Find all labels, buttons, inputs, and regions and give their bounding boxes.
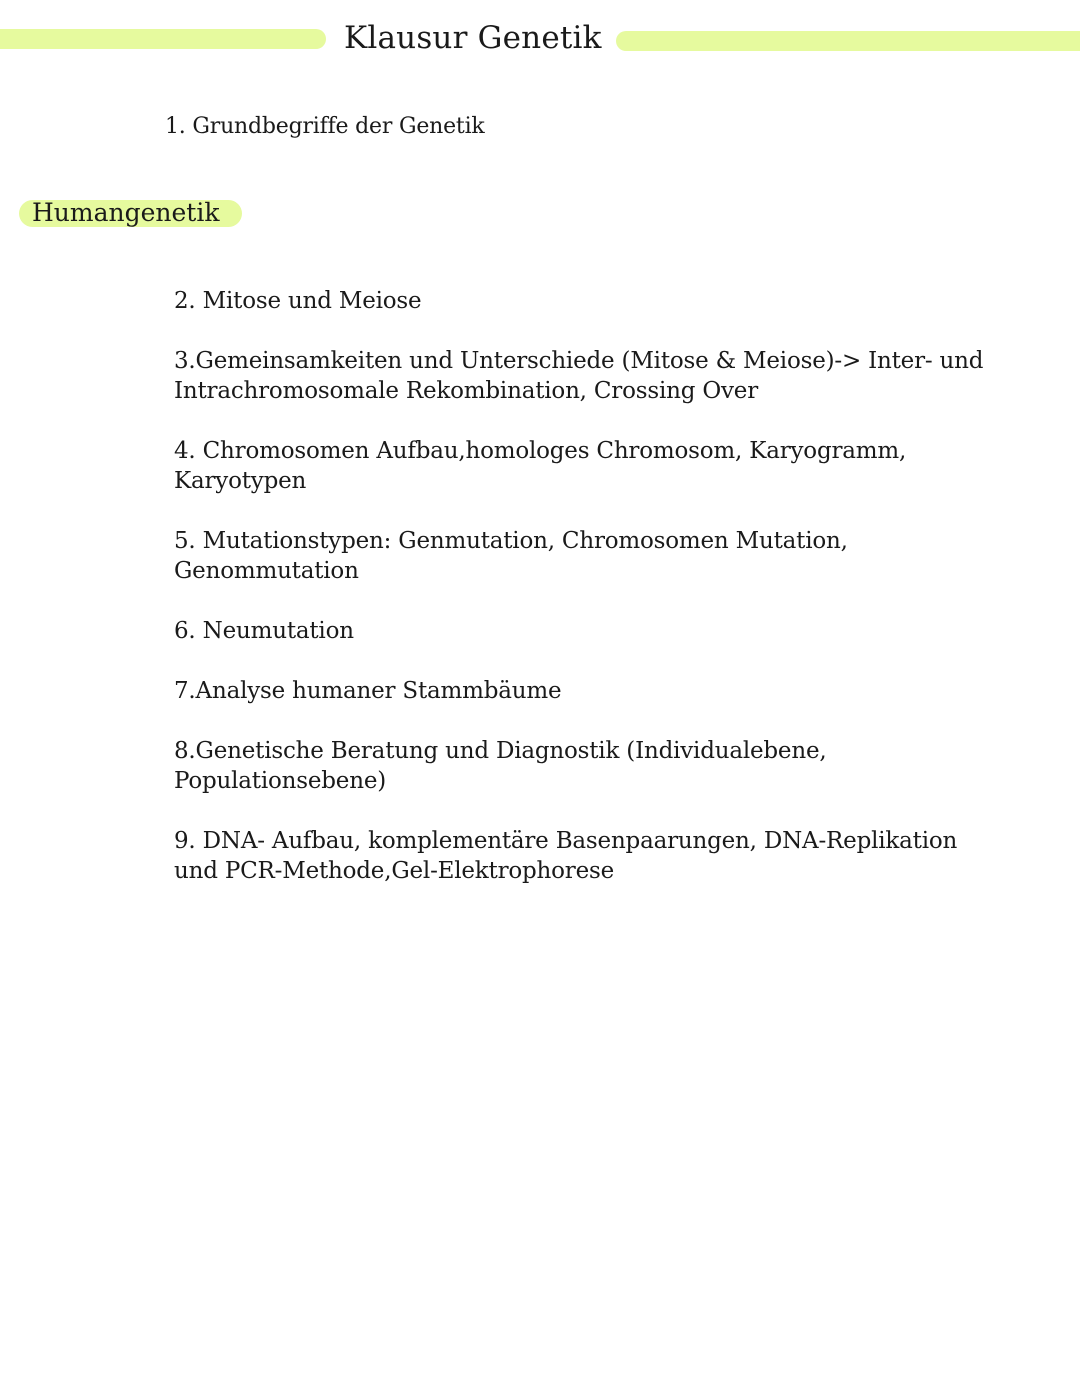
topic-item-9-line-2: und PCR-Methode,Gel-Elektrophorese (174, 858, 615, 884)
topic-item-2-line-1: 2. Mitose und Meiose (174, 288, 422, 314)
topic-item-7 (174, 676, 561, 706)
topic-item-8-line-2: Populationsebene) (174, 768, 387, 794)
page-title: Klausur Genetik (344, 20, 602, 56)
topic-item-5-line-1: 5. Mutationstypen: Genmutation, Chromosomen Mutation, (174, 528, 848, 554)
topic-item-1: 1. Grundbegriffe der Genetik (165, 114, 485, 139)
topic-item-9 (174, 826, 957, 886)
title-highlight-bar-left (0, 29, 326, 49)
topic-item-3-line-1: 3.Gemeinsamkeiten und Unterschiede (Mitose & Meiose)-> Inter- und (174, 348, 984, 374)
topic-item-8 (174, 736, 826, 796)
topic-item-8-line-1: 8.Genetische Beratung und Diagnostik (Individualebene, (174, 738, 827, 764)
topic-item-6 (174, 616, 354, 646)
section-heading: Humangenetik (32, 198, 220, 227)
topic-item-4 (174, 436, 906, 496)
topic-item-9-line-1: 9. DNA- Aufbau, komplementäre Basenpaarungen, DNA-Replikation (174, 828, 958, 854)
topic-item-3 (174, 346, 983, 406)
topic-item-5 (174, 526, 848, 586)
topic-item-7-line-1: 7.Analyse humaner Stammbäume (174, 678, 562, 704)
topic-item-6-line-1: 6. Neumutation (174, 618, 354, 644)
topic-item-4-line-2: Karyotypen (174, 468, 307, 494)
topic-item-3-line-2: Intrachromosomale Rekombination, Crossing Over (174, 378, 759, 404)
topic-item-4-line-1: 4. Chromosomen Aufbau,homologes Chromosom, Karyogramm, (174, 438, 907, 464)
title-highlight-bar-right (616, 31, 1080, 51)
topic-item-2 (174, 286, 421, 316)
topic-item-5-line-2: Genommutation (174, 558, 359, 584)
